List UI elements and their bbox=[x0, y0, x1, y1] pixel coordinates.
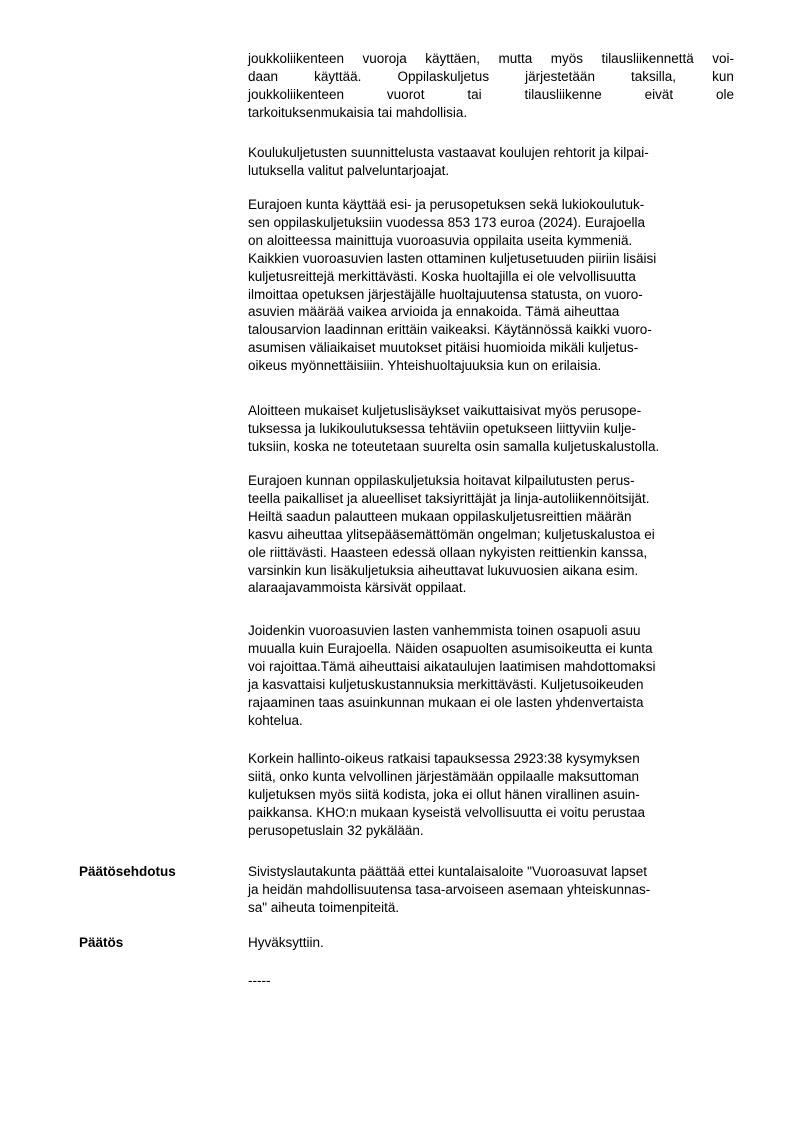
text-line: teella paikalliset ja alueelliset taksiyrittäjät ja linja-autoliikennöitsijät. bbox=[248, 490, 650, 506]
text-line: sa" aiheuta toimenpiteitä. bbox=[248, 899, 400, 915]
text-line: Korkein hallinto-oikeus ratkaisi tapauksessa 2923:38 kysymyksen bbox=[248, 751, 640, 766]
text-line: ja heidän mahdollisuutensa tasa-arvoiseen asemaan yhteiskunnas- bbox=[248, 881, 651, 897]
word: vuorot bbox=[386, 86, 425, 102]
paragraph-school-transport-planning bbox=[248, 144, 734, 180]
text-line: voi rajoittaa.Tämä aiheuttaisi aikataulujen laatimisen mahdottomaksi bbox=[248, 658, 656, 674]
decision-label: Päätös bbox=[79, 935, 124, 950]
paragraph-parents-elsewhere bbox=[248, 622, 734, 729]
proposal-text bbox=[248, 863, 734, 917]
word: mutta bbox=[498, 51, 533, 66]
end-mark bbox=[248, 972, 734, 990]
text-line: talousarvion laadinnan erittäin vaikeaksi. Käytännössä kaikki vuoro- bbox=[248, 322, 652, 338]
text-line: Heiltä saadun palautteen mukaan oppilaskuljetusreittien määrän bbox=[248, 508, 632, 524]
text-line: tuksiin, koska ne toteutetaan suurelta osin samalla kuljetuskalustolla. bbox=[248, 438, 660, 454]
text-line: Joidenkin vuoroasuvien lasten vanhemmista toinen osapuoli asuu bbox=[248, 623, 641, 638]
text-line: muualla kuin Eurajoella. Näiden osapuolten asumisoikeutta ei kunta bbox=[248, 640, 653, 656]
word: kun bbox=[712, 68, 734, 84]
decision-text bbox=[248, 934, 734, 952]
text-line: Hyväksyttiin. bbox=[248, 935, 324, 950]
text-line bbox=[248, 50, 734, 68]
text-line: Koulukuljetusten suunnittelusta vastaavat koulujen rehtorit ja kilpai- bbox=[248, 145, 649, 160]
word: ole bbox=[715, 86, 734, 102]
text-line: Eurajoen kunta käyttää esi- ja perusopetuksen sekä lukiokoulutuk- bbox=[248, 197, 645, 212]
word: käyttää. bbox=[314, 68, 362, 84]
text-line: asumisen väliaikaiset muutokset pitäisi huomioida mikäli kuljetus- bbox=[248, 340, 639, 356]
word: joukkoliikenteen bbox=[248, 86, 345, 102]
paragraph-transport-additions bbox=[248, 402, 734, 456]
word: taksilla, bbox=[631, 68, 677, 84]
paragraph-transport-costs bbox=[248, 196, 734, 375]
word: käyttäen, bbox=[425, 51, 481, 66]
text-line: kuljetuksen myös siitä kodista, joka ei ollut hänen virallinen asuin- bbox=[248, 786, 640, 802]
text-line: tarkoituksenmukaisia tai mahdollisia. bbox=[248, 104, 468, 120]
intro-paragraph bbox=[248, 50, 734, 122]
paragraph-court-ruling bbox=[248, 750, 734, 840]
text-line: Eurajoen kunnan oppilaskuljetuksia hoitavat kilpailutusten perus- bbox=[248, 473, 635, 488]
text-line: ja kasvattaisi kuljetuskustannuksia merkittävästi. Kuljetusoikeuden bbox=[248, 676, 644, 692]
text-line: sen oppilaskuljetuksiin vuodessa 853 173 euroa (2024). Eurajoella bbox=[248, 214, 646, 230]
word: Oppilaskuljetus bbox=[397, 68, 490, 84]
word: eivät bbox=[644, 86, 674, 102]
word: tilausliikennettä bbox=[601, 51, 694, 66]
text-line: alaraajavammoista kärsivät oppilaat. bbox=[248, 580, 467, 596]
word: tai bbox=[467, 86, 482, 102]
text-line: kuljetusreittejä merkittävästi. Koska huoltajilla ei ole velvollisuutta bbox=[248, 268, 636, 284]
text-line: Aloitteen mukaiset kuljetuslisäykset vaikuttaisivat myös perusope- bbox=[248, 403, 642, 418]
text-line: kasvu aiheuttaa ylitsepääsemättömän ongelman; kuljetuskalustoa ei bbox=[248, 526, 655, 542]
text-line: paikkansa. KHO:n mukaan kyseistä velvollisuutta ei voitu perustaa bbox=[248, 804, 645, 820]
word: voi- bbox=[712, 51, 734, 66]
paragraph-transport-providers bbox=[248, 472, 734, 597]
text-line: on aloitteessa mainittuja vuoroasuvia oppilaita useita kymmeniä. bbox=[248, 232, 633, 248]
proposal-label: Päätösehdotus bbox=[79, 864, 176, 879]
text-line: siitä, onko kunta velvollinen järjestämään oppilaalle maksuttoman bbox=[248, 768, 639, 784]
word: joukkoliikenteen bbox=[248, 51, 345, 66]
end-mark-text: ----- bbox=[248, 973, 271, 988]
text-line: ole riittävästi. Haasteen edessä ollaan nykyisten reittienkin kanssa, bbox=[248, 544, 648, 560]
text-line bbox=[248, 68, 734, 86]
text-line: perusopetuslain 32 pykälään. bbox=[248, 822, 424, 838]
text-line: varsinkin kun lisäkuljetuksia aiheuttavat lukuvuosien aikana esim. bbox=[248, 562, 639, 578]
text-line bbox=[248, 86, 734, 104]
text-line: rajaaminen taas asuinkunnan mukaan ei ole lasten yhdenvertaista bbox=[248, 694, 644, 710]
text-line: ilmoittaa opetuksen järjestäjälle huoltajuutensa statusta, on vuoro- bbox=[248, 286, 643, 302]
word: daan bbox=[248, 68, 279, 84]
word: myös bbox=[550, 51, 583, 66]
text-line: Kaikkien vuoroasuvien lasten ottaminen kuljetusetuuden piiriin lisäisi bbox=[248, 250, 657, 266]
text-line: Sivistyslautakunta päättää ettei kuntalaisaloite "Vuoroasuvat lapset bbox=[248, 864, 648, 879]
word: järjestetään bbox=[525, 68, 595, 84]
text-line: tuksessa ja lukikoulutuksessa tehtäviin opetukseen liittyviin kulje- bbox=[248, 420, 636, 436]
text-line: asuvien määrää vaikea arvioida ja ennakoida. Tämä aiheuttaa bbox=[248, 304, 620, 320]
word: vuoroja bbox=[362, 51, 407, 66]
text-line: lutuksella valitut palveluntarjoajat. bbox=[248, 162, 450, 178]
word: tilausliikenne bbox=[524, 86, 602, 102]
text-line: kohtelua. bbox=[248, 712, 303, 728]
text-line: oikeus myönnettäisiiin. Yhteishuoltajuuksia kun on erilaisia. bbox=[248, 358, 602, 374]
